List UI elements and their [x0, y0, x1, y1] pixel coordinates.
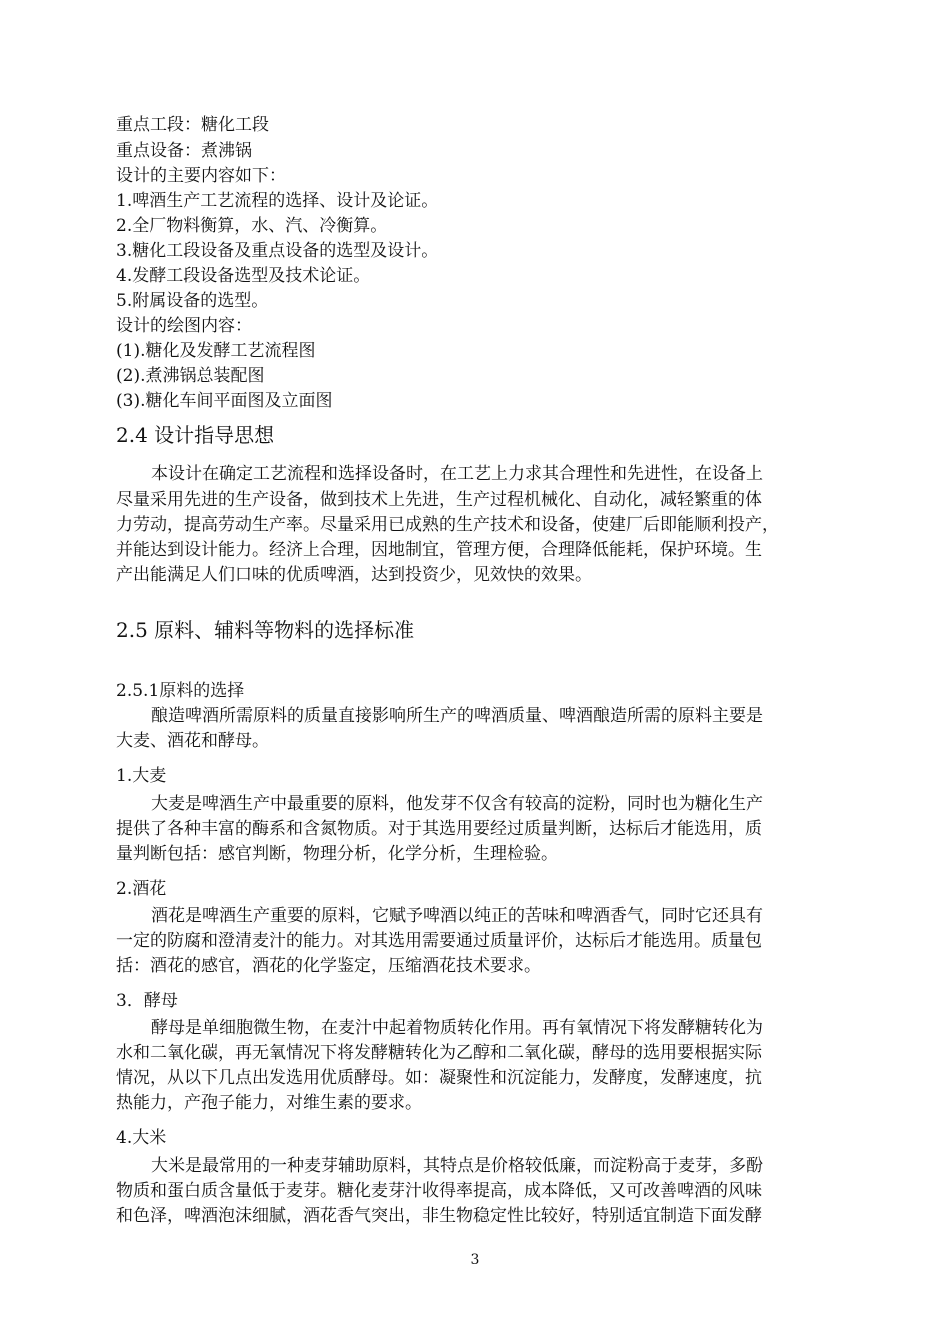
item-heading-barley: 1.大麦 [116, 766, 167, 786]
paragraph-line: 物质和蛋白质含量低于麦芽。糖化麦芽汁收得率提高，成本降低，又可改善啤酒的风味 [116, 1181, 762, 1201]
drawing-content-heading: 设计的绘图内容： [116, 316, 252, 336]
item-heading-hops: 2.酒花 [116, 879, 167, 899]
paragraph-line: 本设计在确定工艺流程和选择设备时，在工艺上力求其合理性和先进性，在设备上 [151, 464, 763, 484]
section-heading-2-4: 2.4 设计指导思想 [116, 423, 275, 447]
list-item: (2).煮沸锅总装配图 [116, 366, 265, 386]
design-content-heading: 设计的主要内容如下： [116, 166, 286, 186]
paragraph-line: 括：酒花的感官，酒花的化学鉴定，压缩酒花技术要求。 [116, 956, 541, 976]
subsection-heading-2-5-1: 2.5.1原料的选择 [116, 681, 245, 701]
paragraph-line: 产出能满足人们口味的优质啤酒，达到投资少，见效快的效果。 [116, 565, 592, 585]
paragraph-line: 水和二氧化碳，再无氧情况下将发酵糖转化为乙醇和二氧化碳，酵母的选用要根据实际 [116, 1043, 762, 1063]
list-item: 4.发酵工段设备选型及技术论证。 [116, 266, 371, 286]
list-item: (1).糖化及发酵工艺流程图 [116, 341, 316, 361]
list-item: 2.全厂物料衡算，水、汽、冷衡算。 [116, 216, 388, 236]
paragraph-line: 一定的防腐和澄清麦汁的能力。对其选用需要通过质量评价，达标后才能选用。质量包 [116, 931, 762, 951]
paragraph-line: 热能力，产孢子能力，对维生素的要求。 [116, 1093, 422, 1113]
list-item: (3).糖化车间平面图及立面图 [116, 391, 333, 411]
list-item: 1.啤酒生产工艺流程的选择、设计及论证。 [116, 191, 439, 211]
list-item: 5.附属设备的选型。 [116, 291, 269, 311]
paragraph-line: 酒花是啤酒生产重要的原料，它赋予啤酒以纯正的苦味和啤酒香气，同时它还具有 [151, 906, 763, 926]
paragraph-line: 并能达到设计能力。经济上合理，因地制宜，管理方便，合理降低能耗，保护环境。生 [116, 540, 762, 560]
item-heading-yeast: 3．酵母 [116, 991, 178, 1011]
page-number: 3 [470, 1252, 480, 1268]
paragraph-line: 和色泽，啤酒泡沫细腻，酒花香气突出，非生物稳定性比较好，特别适宜制造下面发酵 [116, 1206, 762, 1226]
paragraph-line: 酵母是单细胞微生物，在麦汁中起着物质转化作用。再有氧情况下将发酵糖转化为 [151, 1018, 763, 1038]
paragraph-line: 力劳动，提高劳动生产率。尽量采用已成熟的生产技术和设备，使建厂后即能顺利投产， [116, 515, 779, 535]
paragraph-line: 提供了各种丰富的酶系和含氮物质。对于其选用要经过质量判断，达标后才能选用，质 [116, 819, 762, 839]
paragraph-line: 尽量采用先进的生产设备，做到技术上先进，生产过程机械化、自动化，减轻繁重的体 [116, 490, 762, 510]
paragraph-line: 情况，从以下几点出发选用优质酵母。如：凝聚性和沉淀能力，发酵度，发酵速度，抗 [116, 1068, 762, 1088]
paragraph-line: 酿造啤酒所需原料的质量直接影响所生产的啤酒质量、啤酒酿造所需的原料主要是 [151, 706, 763, 726]
list-item: 3.糖化工段设备及重点设备的选型及设计。 [116, 241, 439, 261]
key-section-line: 重点工段：糖化工段 [116, 115, 269, 135]
section-heading-2-5: 2.5 原料、辅料等物料的选择标准 [116, 618, 415, 642]
paragraph-line: 大麦、酒花和酵母。 [116, 731, 269, 751]
paragraph-line: 大麦是啤酒生产中最重要的原料，他发芽不仅含有较高的淀粉，同时也为糖化生产 [151, 794, 763, 814]
key-equipment-line: 重点设备：煮沸锅 [116, 141, 252, 161]
item-heading-rice: 4.大米 [116, 1128, 167, 1148]
paragraph-line: 量判断包括：感官判断，物理分析，化学分析，生理检验。 [116, 844, 558, 864]
paragraph-line: 大米是最常用的一种麦芽辅助原料，其特点是价格较低廉，而淀粉高于麦芽，多酚 [151, 1156, 763, 1176]
